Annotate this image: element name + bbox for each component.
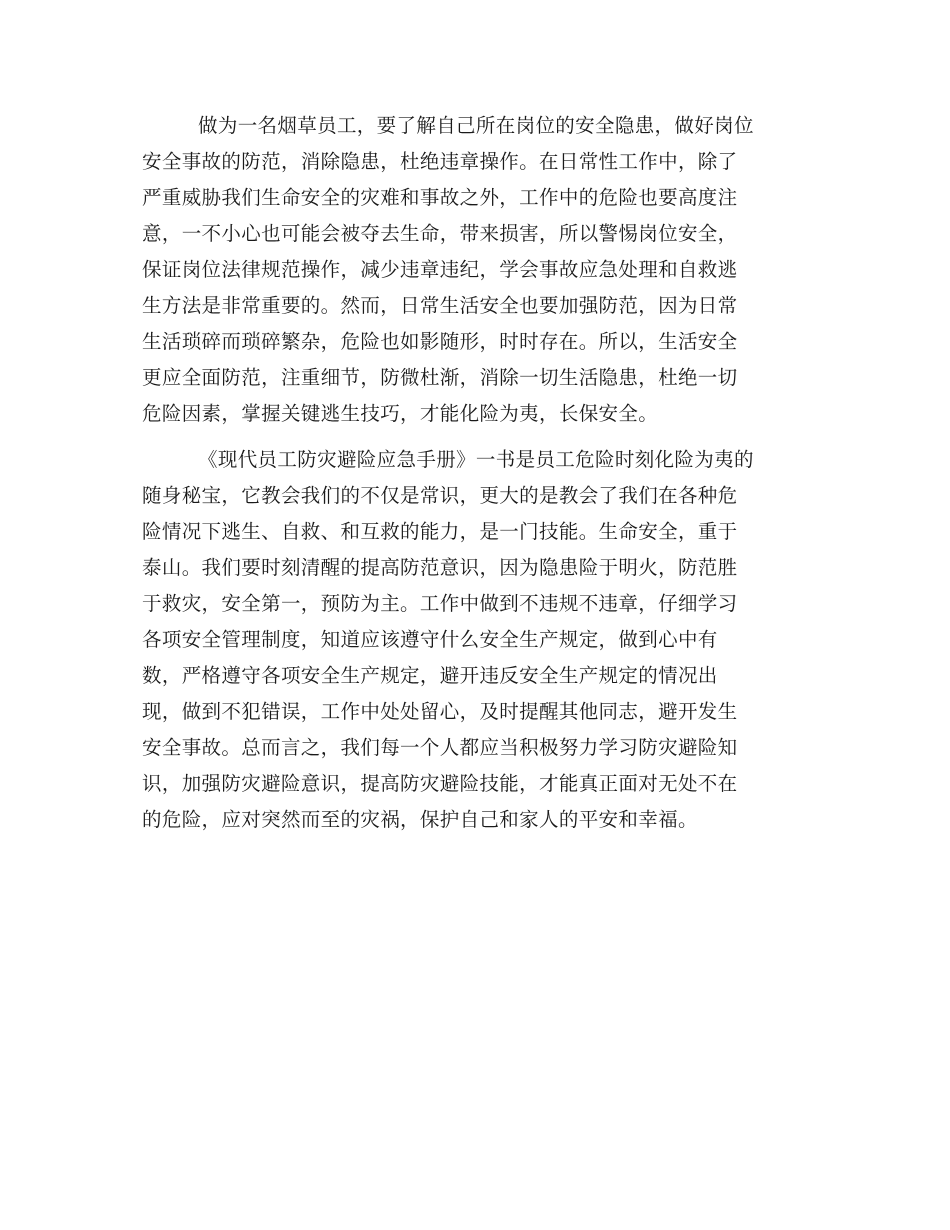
paragraph-line: 险情况下逃生、自救、和互救的能力，是一门技能。生命安全，重于 — [142, 520, 738, 543]
paragraph-line: 生活琐碎而琐碎繁杂，危险也如影随形，时时存在。所以，生活安全 — [142, 330, 738, 353]
paragraph-line: 识，加强防灾避险意识，提高防灾避险技能，才能真正面对无处不在 — [142, 772, 738, 795]
paragraph-line: 危险因素，掌握关键逃生技巧，才能化险为夷，长保安全。 — [142, 402, 659, 425]
paragraph-line: 严重威胁我们生命安全的灾难和事故之外，工作中的危险也要高度注 — [142, 186, 738, 209]
paragraph-line: 意，一不小心也可能会被夺去生命，带来损害，所以警惕岗位安全， — [142, 222, 738, 245]
paragraph-line: 安全事故。总而言之，我们每一个人都应当积极努力学习防灾避险知 — [142, 736, 738, 759]
paragraph-1 — [142, 108, 810, 432]
paragraph-line: 随身秘宝，它教会我们的不仅是常识，更大的是教会了我们在各种危 — [142, 484, 738, 507]
paragraph-line: 于救灾，安全第一，预防为主。工作中做到不违规不违章，仔细学习 — [142, 592, 738, 615]
paragraph-line: 生方法是非常重要的。然而，日常生活安全也要加强防范，因为日常 — [142, 294, 738, 317]
paragraph-line: 泰山。我们要时刻清醒的提高防范意识，因为隐患险于明火，防范胜 — [142, 556, 738, 579]
document-body — [142, 108, 810, 838]
paragraph-line: 安全事故的防范，消除隐患，杜绝违章操作。在日常性工作中，除了 — [142, 150, 738, 173]
paragraph-line: 《现代员工防灾避险应急手册》一书是员工危险时刻化险为夷的 — [198, 448, 754, 471]
paragraph-line: 各项安全管理制度，知道应该遵守什么安全生产规定，做到心中有 — [142, 628, 718, 651]
paragraph-line: 数，严格遵守各项安全生产规定，避开违反安全生产规定的情况出 — [142, 664, 718, 687]
paragraph-line: 做为一名烟草员工，要了解自己所在岗位的安全隐患，做好岗位 — [198, 114, 754, 137]
paragraph-line: 现，做到不犯错误，工作中处处留心，及时提醒其他同志，避开发生 — [142, 700, 738, 723]
paragraph-line: 的危险，应对突然而至的灾祸，保护自己和家人的平安和幸福。 — [142, 808, 698, 831]
paragraph-line: 保证岗位法律规范操作，减少违章违纪，学会事故应急处理和自救逃 — [142, 258, 738, 281]
paragraph-2 — [142, 442, 810, 838]
paragraph-line: 更应全面防范，注重细节，防微杜渐，消除一切生活隐患，杜绝一切 — [142, 366, 738, 389]
